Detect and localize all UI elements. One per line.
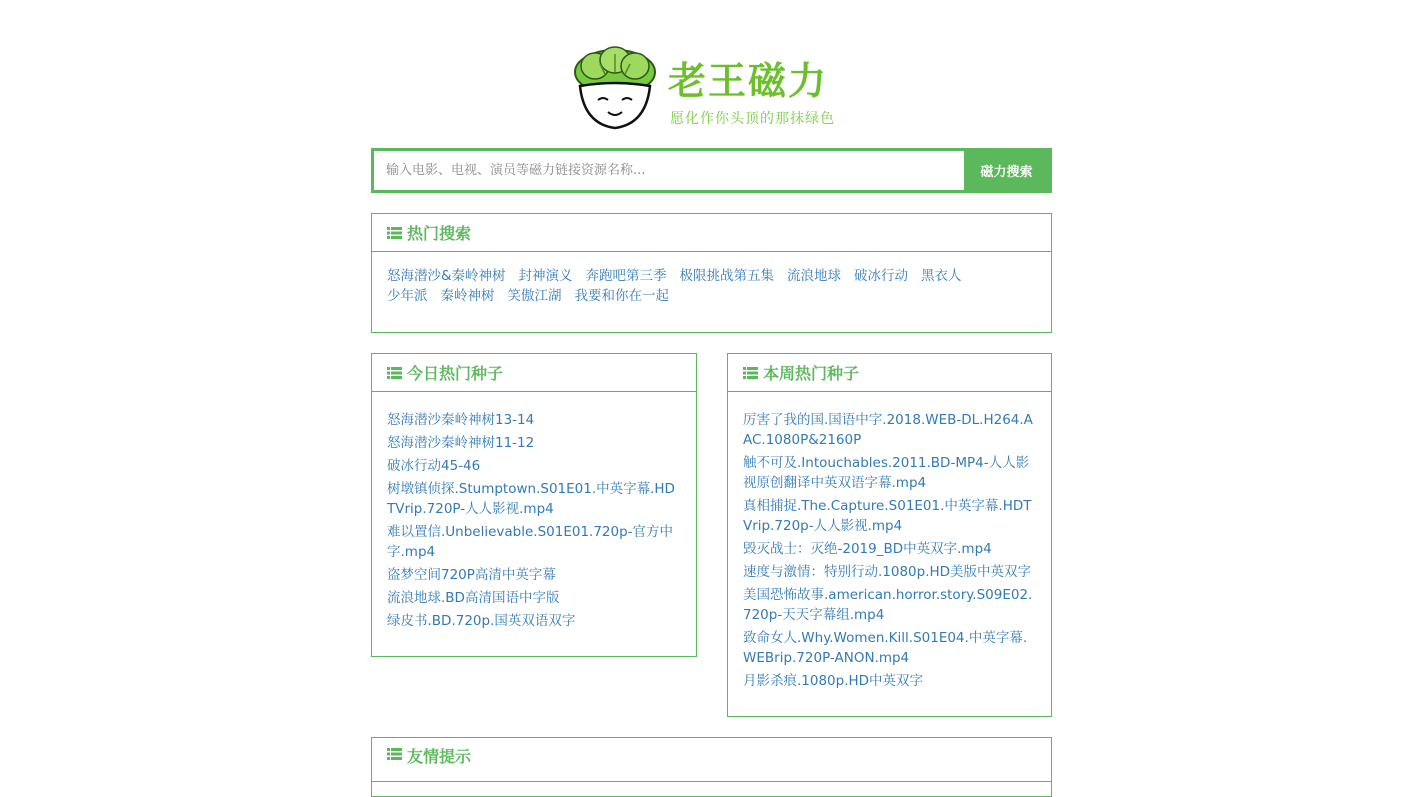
hot-search-list bbox=[372, 252, 1051, 306]
list-icon bbox=[743, 367, 758, 379]
list-icon bbox=[387, 227, 402, 239]
today-hot-list bbox=[387, 410, 681, 631]
hot-search-link[interactable]: 破冰行动 bbox=[854, 268, 909, 284]
seed-link[interactable]: 触不可及.Intouchables.2011.BD-MP4-人人影视原创翻译中英双语字幕.mp4 bbox=[743, 455, 1030, 491]
week-hot-panel bbox=[727, 353, 1052, 717]
list-item bbox=[387, 410, 681, 430]
list-item bbox=[743, 562, 1036, 582]
list-item bbox=[387, 522, 681, 562]
search-form bbox=[371, 148, 1052, 193]
panel-title: 本周热门种子 bbox=[763, 364, 860, 383]
seed-link[interactable]: 绿皮书.BD.720p.国英双语双字 bbox=[387, 613, 576, 629]
panel-title: 友情提示 bbox=[407, 747, 472, 766]
today-hot-panel bbox=[371, 353, 697, 657]
hot-search-link[interactable]: 笑傲江湖 bbox=[507, 288, 562, 304]
logo-title: 老王磁力 bbox=[668, 59, 829, 103]
seed-link[interactable]: 真相捕捉.The.Capture.S01E01.中英字幕.HDTVrip.720p-人人影视.mp4 bbox=[743, 498, 1032, 534]
lettuce-head-mascot-icon bbox=[570, 44, 660, 134]
list-item bbox=[387, 456, 681, 476]
seed-link[interactable]: 速度与激情：特别行动.1080p.HD美版中英双字 bbox=[743, 564, 1032, 580]
list-icon bbox=[387, 367, 402, 379]
hot-search-link[interactable]: 极限挑战第五集 bbox=[679, 268, 775, 284]
list-item bbox=[387, 565, 681, 585]
week-hot-list bbox=[743, 410, 1036, 691]
panel-title: 热门搜索 bbox=[407, 224, 472, 243]
notice-panel bbox=[371, 737, 1052, 797]
list-item bbox=[743, 585, 1036, 625]
panel-header bbox=[372, 738, 1051, 782]
week-hot-body bbox=[728, 392, 1051, 691]
seed-link[interactable]: 致命女人.Why.Women.Kill.S01E04.中英字幕.WEBrip.720P-ANON.mp4 bbox=[743, 630, 1028, 666]
panel-title: 今日热门种子 bbox=[407, 364, 504, 383]
list-item bbox=[743, 410, 1036, 450]
seed-link[interactable]: 毁灭战士：灭绝-2019_BD中英双字.mp4 bbox=[743, 541, 992, 557]
logo-slogan: 愿化作你头顶的那抹绿色 bbox=[670, 111, 835, 127]
seed-link[interactable]: 盗梦空间720P高清中英字幕 bbox=[387, 567, 556, 583]
hot-search-link[interactable]: 流浪地球 bbox=[787, 268, 842, 284]
seed-link[interactable]: 流浪地球.BD高清国语中字版 bbox=[387, 590, 560, 606]
hot-search-link[interactable]: 封神演义 bbox=[518, 268, 573, 284]
hot-search-link[interactable]: 秦岭神树 bbox=[440, 288, 495, 304]
hot-search-panel bbox=[371, 213, 1052, 333]
list-item bbox=[743, 671, 1036, 691]
seed-link[interactable]: 破冰行动45-46 bbox=[387, 458, 481, 474]
seed-link[interactable]: 厉害了我的国.国语中字.2018.WEB-DL.H264.AAC.1080P&2160P bbox=[743, 412, 1033, 448]
list-item bbox=[387, 479, 681, 519]
seed-link[interactable]: 怒海潜沙秦岭神树11-12 bbox=[387, 435, 535, 451]
site-logo[interactable] bbox=[570, 44, 845, 134]
hot-search-link[interactable]: 黑衣人 bbox=[921, 268, 962, 284]
seed-link[interactable]: 月影杀痕.1080p.HD中英双字 bbox=[743, 673, 924, 689]
panel-header bbox=[372, 214, 1051, 252]
list-item bbox=[743, 453, 1036, 493]
today-hot-body bbox=[372, 392, 696, 631]
list-item bbox=[743, 496, 1036, 536]
seed-link[interactable]: 树墩镇侦探.Stumptown.S01E01.中英字幕.HDTVrip.720P-人人影视.mp4 bbox=[387, 481, 675, 517]
panel-header bbox=[728, 354, 1051, 392]
search-button[interactable]: 磁力搜索 bbox=[964, 151, 1049, 190]
seed-link[interactable]: 难以置信.Unbelievable.S01E01.720p-官方中字.mp4 bbox=[387, 524, 674, 560]
seed-link[interactable]: 怒海潜沙秦岭神树13-14 bbox=[387, 412, 535, 428]
list-icon bbox=[387, 748, 402, 760]
panel-header bbox=[372, 354, 696, 392]
hot-search-link[interactable]: 怒海潜沙&秦岭神树 bbox=[387, 268, 506, 284]
list-item bbox=[387, 611, 681, 631]
list-item bbox=[743, 539, 1036, 559]
list-item bbox=[743, 628, 1036, 668]
search-input[interactable] bbox=[374, 151, 964, 190]
hot-search-link[interactable]: 少年派 bbox=[387, 288, 428, 304]
hot-search-link[interactable]: 我要和你在一起 bbox=[574, 288, 669, 304]
seed-link[interactable]: 美国恐怖故事.american.horror.story.S09E02.720p-天天字幕组.mp4 bbox=[743, 587, 1033, 623]
list-item bbox=[387, 433, 681, 453]
hot-search-link[interactable]: 奔跑吧第三季 bbox=[585, 268, 667, 284]
list-item bbox=[387, 588, 681, 608]
